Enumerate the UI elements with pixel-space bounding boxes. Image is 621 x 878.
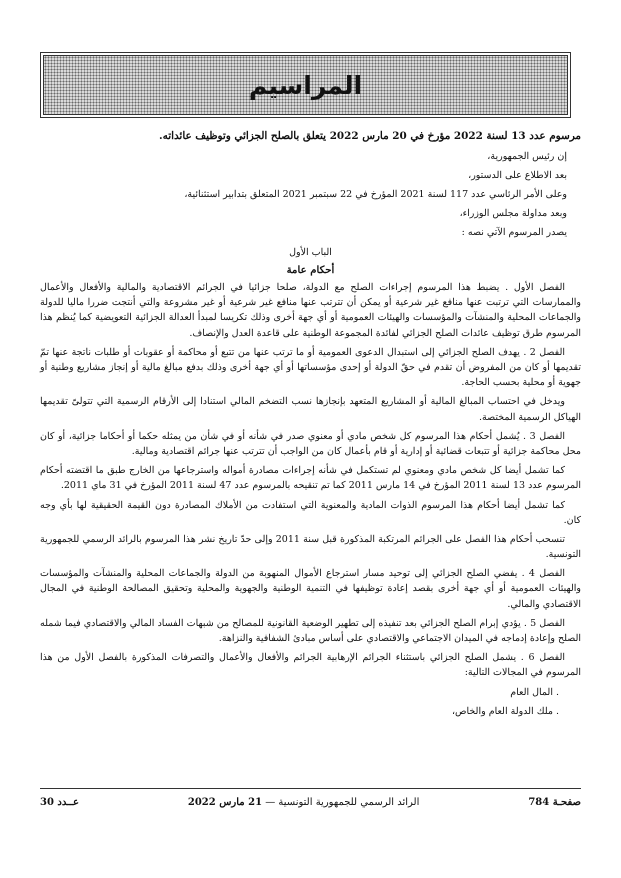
section-banner [43, 55, 568, 115]
preamble-line: إن رئيس الجمهورية، [487, 150, 567, 162]
chapter-title: أحكام عامة [286, 263, 335, 276]
preamble-line: وبعد مداولة مجلس الوزراء، [459, 208, 567, 220]
list-item: . ملك الدولة العام والخاص، [451, 705, 559, 717]
preamble-line: وعلى الأمر الرئاسي عدد 117 لسنة 2021 المؤرخ في 22 سبتمبر 2021 المتعلق بتدابير استثنائية، [184, 189, 567, 201]
journal-date: 21 مارس 2022 [187, 797, 263, 808]
article-paragraph: الفصل 2 . يهدف الصلح الجزائي إلى استبدال الدعوى العمومية أو ما ترتب عنها من تتبع أو محاكمة أو عقوبات أو طلبات ناتجة عنها تمّ تقديمها أو كان من المفروض أن تقدم في حقّ الدولة أو إحدى مؤسساتها أو أي جهة أخرى وذلك بدفع مبالغ مالية أو إنجاز مشاريع وطنية أو جهوية أو محلية بحسب الحاجة. [40, 346, 581, 389]
preamble-line: يصدر المرسوم الآتي نصه : [461, 227, 567, 239]
chapter-label: الباب الأول [289, 246, 332, 258]
article-paragraph: كما تشمل أيضا كل شخص مادي ومعنوي لم تستكمل في شأنه إجراءات مصادرة أمواله واسترجاعها من الخارج طبق ما اقتضته أحكام المرسوم عدد 13 لسنة 2011 المؤرخ في 14 مارس 2011 كما تم تنقيحه بالمرسوم عدد 47 لسنة 2011 المؤرخ في 31 ماي 2011. [40, 465, 581, 492]
article-paragraph: ويدخل في احتساب المبالغ المالية أو المشاريع المتعهد بإنجازها نسب التضخم المالي استنادا إلى الأرقام الرسمية التي تتولىّ تقديمها الهياكل الرسمية المختصة. [40, 396, 581, 423]
footer-divider [40, 788, 581, 789]
list-item: . المال العام [510, 686, 559, 698]
article-paragraph: الفصل 5 . يؤدي إبرام الصلح الجزائي بعد تنفيذه إلى تطهير الوضعية القانونية للمصالح من شبهات الفساد المالي والاقتصادي فيما شمله الصلح وإعادة إدماجه في الميدان الاجتماعي والاقتصادي على أساس مبادئ الشفافية والنزاهة. [40, 617, 581, 645]
section-title: المراسيم [248, 70, 363, 100]
page-number: صفحـة 784 [528, 797, 581, 808]
article-paragraph: الفصل 3 . يُشمل أحكام هذا المرسوم كل شخص مادي أو معنوي صدر في شأنه أو في شأن من يمثله حكما أو أحكاما جزائية، أو كان محل محاكمة جزائية أو تتبعات قضائية أو إدارية أو قام بأعمال كان من الواجب أن تترتب عنها جرائم اقتصادية ومالية. [40, 430, 581, 457]
article-paragraph: الفصل 4 . يفضي الصلح الجزائي إلى توحيد مسار استرجاع الأموال المنهوبة من الدولة والجماعات المحلية والمنشآت والمؤسسات والهيئات العمومية أو أي جهة أخرى بقصد إعادة توظيفها في التنمية الوطنية والجهوية والمحلية وتحقيق المصالحة الوطنية في المجال الاقتصادي والمالي. [40, 568, 581, 610]
page-footer [40, 797, 581, 808]
article-paragraph: كما تشمل أيضا أحكام هذا المرسوم الذوات المادية والمعنوية التي استفادت من الأملاك المصادرة دون القيمة الحقيقية لها بأي وجه كان. [40, 499, 581, 526]
journal-name [188, 797, 420, 808]
preamble-line: بعد الاطلاع على الدستور، [468, 169, 567, 181]
decree-title: مرسوم عدد 13 لسنة 2022 مؤرخ في 20 مارس 2022 يتعلق بالصلح الجزائي وتوظيف عائداته. [159, 130, 581, 142]
issue-number: عــدد 30 [40, 797, 79, 808]
journal-title: الرائد الرسمي للجمهورية التونسية — [262, 797, 420, 808]
page-content [40, 128, 581, 798]
article-paragraph: الفصل 6 . يشمل الصلح الجزائي باستثناء الجرائم الإرهابية الجرائم والأفعال والأعمال والتصرفات المذكورة بالفصل الأول من هذا المرسوم في المجالات التالية: [40, 652, 581, 679]
article-paragraph: تنسحب أحكام هذا الفصل على الجرائم المرتكبة المذكورة قبل سنة 2011 وإلى حدّ تاريخ نشر هذا المرسوم بالرائد الرسمي للجمهورية التونسية. [40, 533, 581, 561]
article-paragraph: الفصل الأول . يضبط هذا المرسوم إجراءات الصلح مع الدولة، صلحا جزائيا في الجرائم الاقتصادية والمالية والأفعال والأعمال والممارسات التي ترتبت عنها منافع غير شرعية أو يمكن أن تترتب عنها منافع غير شرعية أو غير مشروعة والتي أنتجت ضررا ماليا للدولة والجماعات المحلية والمنشآت والمؤسسات والهيئات العمومية أو أي جهة أخرى وذلك تكريسا لمبدأ العدالة الجزائية التعويضية كما يُنظم هذا المرسوم طرق توظيف عائدات الصلح الجزائي لفائدة المجموعة الوطنية على قاعدة العدل والإنصاف. [40, 282, 581, 339]
